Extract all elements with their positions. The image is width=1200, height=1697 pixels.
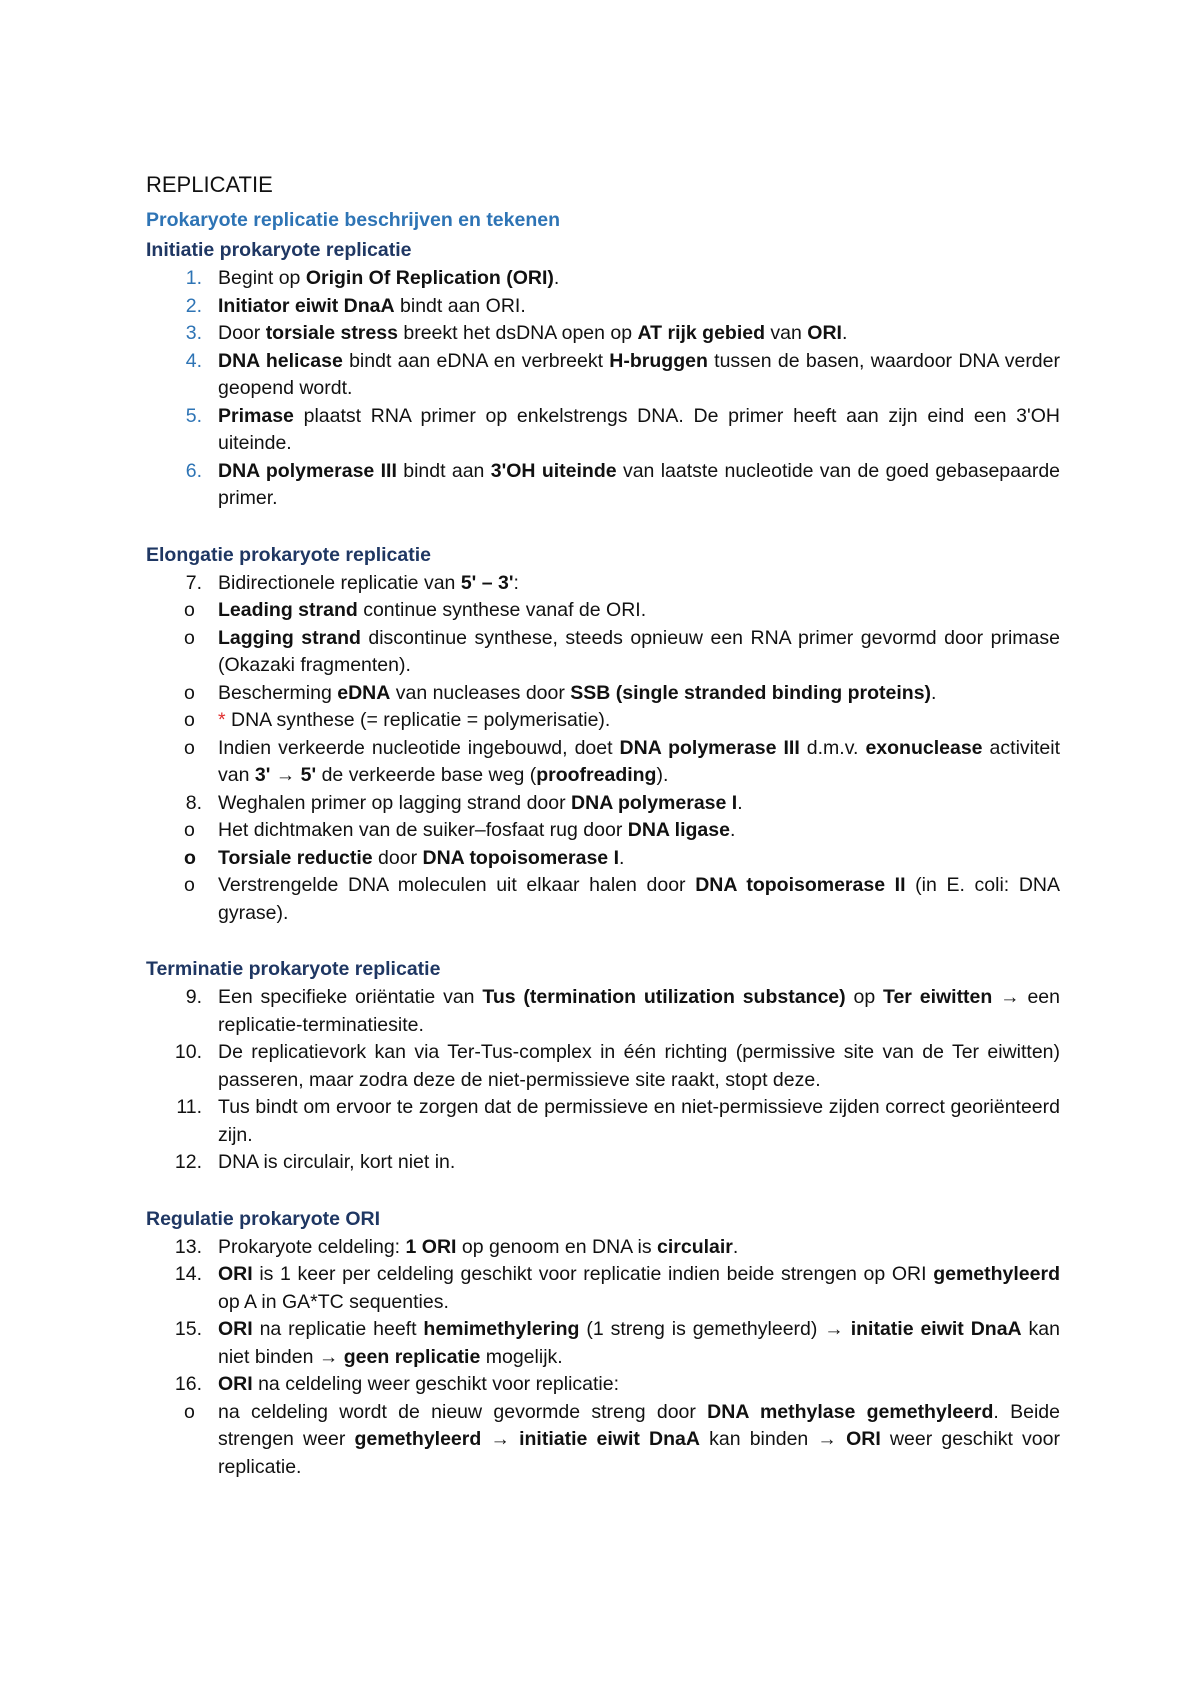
bold-term: DNA methylase gemethyleerd [707, 1400, 994, 1423]
bullet-icon: o [184, 846, 196, 869]
text-run: Begint op [218, 267, 306, 289]
text-run: Bidirectionele replicatie van [218, 571, 461, 594]
spacer [146, 1177, 1060, 1204]
spacer [146, 927, 1060, 954]
text-run: . [732, 1235, 739, 1258]
text-run: ). [656, 764, 669, 786]
list-item-text [218, 1373, 619, 1395]
sub-list-item [146, 707, 1060, 735]
terminatie-list [146, 984, 1060, 1177]
bold-term: H-bruggen [609, 349, 708, 372]
text-run: door [372, 846, 423, 869]
text-run: op A in GA*TC sequenties. [218, 1290, 449, 1313]
bold-term: ORI [218, 1373, 253, 1395]
text-run: d.m.v. [799, 736, 866, 759]
text-run: Bescherming [218, 681, 338, 704]
bold-term: Torsiale reductie [218, 846, 373, 869]
list-item-text [218, 460, 1060, 510]
list-item-text [218, 267, 559, 289]
bullet-icon: o [184, 626, 195, 649]
list-item [146, 1261, 1060, 1316]
text-run: Door [218, 322, 266, 344]
text-run: bindt aan [396, 459, 491, 482]
text-run: discontinue synthese, steeds opnieuw een RNA primer gevormd door primase (Okazaki fragmenten). [218, 626, 1060, 676]
bold-term: Primase [218, 404, 294, 427]
bold-term: Origin Of Replication (ORI) [305, 267, 554, 289]
text-run: De replicatievork kan via Ter-Tus-complex in één richting (permissive site van de Ter eiwitten) passeren, maar zodra deze de niet-permissieve site raakt, stopt deze. [218, 1041, 1060, 1091]
text-run: bindt aan ORI. [394, 294, 526, 317]
list-item-text [218, 1151, 455, 1173]
bold-term: Leading strand [218, 599, 358, 621]
list-item-text [218, 792, 743, 814]
text-run: de verkeerde base weg ( [316, 764, 537, 786]
text-run: : [513, 571, 519, 594]
text-run: (1 streng is gemethyleerd) → [579, 1318, 851, 1340]
sub-list-item [146, 680, 1060, 708]
bold-term: proofreading [536, 764, 657, 786]
list-number: 4. [185, 349, 202, 372]
document-subtitle: Prokaryote replicatie beschrijven en tekenen [146, 209, 561, 231]
sub-list-item [146, 597, 1060, 625]
text-run: . [737, 791, 743, 814]
list-item [146, 1371, 1060, 1399]
sub-list-item [146, 735, 1060, 790]
bold-term: Lagging strand [218, 626, 361, 649]
bold-term: Tus (termination utilization substance) [482, 986, 846, 1008]
bold-term: gemethyleerd [933, 1263, 1060, 1285]
bold-term: DNA polymerase I [571, 791, 738, 814]
spacer [146, 513, 1060, 540]
bold-term: DNA helicase [218, 349, 343, 372]
sub-list-item [146, 625, 1060, 680]
section-heading-initiatie: Initiatie prokaryote replicatie [146, 239, 412, 261]
list-item-text [218, 1041, 1060, 1091]
sub-list-item [146, 872, 1060, 927]
text-run: Indien verkeerde nucleotide ingebouwd, doet [218, 736, 620, 759]
sub-list [146, 817, 1060, 927]
sub-list-item [146, 1399, 1060, 1482]
list-item [146, 265, 1060, 293]
text-run: plaatst RNA primer op enkelstrengs DNA. De primer heeft aan zijn eind een 3'OH uiteinde. [218, 404, 1060, 454]
text-run: Tus bindt om ervoor te zorgen dat de permissieve en niet-permissieve zijden correct georiënteerd zijn. [218, 1096, 1060, 1146]
text-run: van laatste nucleotide van de goed gebasepaarde primer. [218, 459, 1061, 509]
sub-list-item-text [218, 682, 936, 704]
sub-list-item-text [218, 709, 610, 731]
list-item-text [218, 322, 847, 344]
bold-term: Initiator eiwit DnaA [218, 294, 395, 317]
list-item [146, 1234, 1060, 1262]
text-run: DNA is circulair, kort niet in. [218, 1151, 456, 1173]
text-run: continue synthese vanaf de ORI. [357, 599, 647, 621]
list-number: 11. [176, 1096, 202, 1118]
text-run: op [845, 986, 883, 1008]
list-item-text [218, 986, 1060, 1036]
bold-term: DNA ligase [627, 819, 730, 841]
text-run: * [218, 709, 226, 731]
sub-list-item-text [218, 1401, 1060, 1478]
list-number: 13. [174, 1235, 202, 1258]
bold-term: ORI [846, 1428, 881, 1450]
bold-term: Ter eiwitten [883, 986, 993, 1008]
list-item-text [218, 1318, 1060, 1368]
list-item [146, 984, 1060, 1039]
text-run: . [729, 819, 736, 841]
list-number: 8. [185, 791, 202, 814]
bold-term: ORI [218, 1318, 253, 1340]
list-number: 2. [185, 294, 202, 317]
list-item [146, 1149, 1060, 1177]
bullet-icon: o [184, 681, 195, 704]
bold-term: geen replicatie [343, 1345, 481, 1368]
list-item-text [218, 405, 1060, 455]
bold-term: hemimethylering [423, 1318, 580, 1340]
text-run: Weghalen primer op lagging strand door [218, 791, 572, 814]
bold-term: eDNA [337, 681, 391, 704]
text-run: na celdeling wordt de nieuw gevormde streng door [218, 1400, 708, 1423]
list-item [146, 790, 1060, 818]
text-run: . Beide strengen weer [218, 1400, 1060, 1450]
document-title: REPLICATIE [146, 172, 273, 197]
list-item-text [218, 295, 526, 317]
sub-list-item-text [218, 819, 735, 841]
document-page [146, 170, 1060, 1481]
bullet-icon: o [184, 874, 195, 896]
list-number: 1. [185, 267, 202, 289]
text-run: . [841, 322, 848, 344]
initiatie-list [146, 265, 1060, 513]
bold-term: 5' – 3' [460, 571, 514, 594]
regulatie-list [146, 1234, 1060, 1482]
list-number: 6. [185, 459, 202, 482]
list-item-text [218, 1263, 1060, 1313]
list-item [146, 1094, 1060, 1149]
text-run: tussen de basen, waardoor DNA verder geopend wordt. [218, 349, 1060, 399]
bold-term: ORI [807, 322, 842, 344]
list-number: 16. [174, 1373, 202, 1395]
list-item [146, 1316, 1060, 1371]
text-run: bindt aan eDNA en verbreekt [342, 349, 610, 372]
text-run: weer geschikt voor replicatie. [218, 1428, 1060, 1478]
text-run: Prokaryote celdeling: [218, 1235, 406, 1258]
list-item-text [218, 350, 1060, 400]
list-number: 3. [185, 322, 202, 344]
bold-term: torsiale stress [265, 322, 398, 344]
bold-term: exonuclease [865, 736, 983, 759]
list-item-text [218, 1236, 738, 1258]
bold-term: AT rijk gebied [637, 322, 766, 344]
list-number: 7. [185, 571, 202, 594]
elongatie-list [146, 570, 1060, 928]
section-heading-regulatie: Regulatie prokaryote ORI [146, 1207, 381, 1230]
bold-term: circulair [657, 1235, 733, 1258]
bullet-icon: o [184, 736, 195, 759]
bold-term: DNA topoisomerase II [695, 874, 906, 896]
bold-term: SSB (single stranded binding proteins) [570, 681, 932, 704]
text-run: na celdeling weer geschikt voor replicatie: [252, 1373, 620, 1395]
text-run: kan niet binden → [218, 1318, 1060, 1368]
bullet-icon: o [184, 709, 195, 731]
bold-term: 1 ORI [405, 1235, 457, 1258]
sub-list [146, 597, 1060, 790]
sub-list-item-text [218, 874, 1060, 924]
bold-term: 3' → 5' [254, 764, 317, 786]
list-number: 15. [174, 1318, 202, 1340]
sub-list-item [146, 817, 1060, 845]
list-item [146, 403, 1060, 458]
bold-term: ORI [218, 1263, 253, 1285]
list-item-text [218, 572, 519, 594]
text-run: is 1 keer per celdeling geschikt voor replicatie indien beide strengen op ORI [252, 1263, 934, 1285]
sub-list-item-text [218, 737, 1060, 787]
text-run: . [931, 681, 937, 704]
text-run: Een specifieke oriëntatie van [218, 986, 483, 1008]
list-item [146, 348, 1060, 403]
sub-list [146, 1399, 1060, 1482]
bold-term: 3'OH uiteinde [490, 459, 617, 482]
sub-list-item-text [218, 627, 1060, 677]
text-run: na replicatie heeft [252, 1318, 424, 1340]
text-run: breekt het dsDNA open op [397, 322, 638, 344]
list-number: 9. [185, 986, 202, 1008]
bold-term: DNA polymerase III [218, 459, 397, 482]
list-item-text [218, 1096, 1060, 1146]
text-run: Het dichtmaken van de suiker–fosfaat rug door [218, 819, 628, 841]
bold-term: initatie eiwit DnaA [850, 1318, 1022, 1340]
sub-list-item-text [218, 599, 646, 621]
bold-term: DNA polymerase III [619, 736, 800, 759]
list-number: 14. [174, 1263, 202, 1285]
text-run: op genoom en DNA is [456, 1235, 658, 1258]
list-item [146, 320, 1060, 348]
list-number: 5. [185, 404, 202, 427]
text-run: → een replicatie-terminatiesite. [218, 986, 1060, 1036]
text-run: van [765, 322, 808, 344]
list-item [146, 570, 1060, 598]
text-run: mogelijk. [480, 1345, 563, 1368]
text-run: Verstrengelde DNA moleculen uit elkaar halen door [218, 874, 696, 896]
bullet-icon: o [184, 1400, 195, 1423]
sub-list-item [146, 845, 1060, 873]
text-run: kan binden → [699, 1428, 847, 1450]
text-run: . [553, 267, 560, 289]
bullet-icon: o [184, 819, 195, 841]
text-run: (in E. coli: DNA gyrase). [218, 874, 1061, 924]
bold-term: DNA topoisomerase I [422, 846, 619, 869]
text-run: van nucleases door [390, 681, 571, 704]
list-item [146, 293, 1060, 321]
list-number: 10. [174, 1041, 202, 1063]
list-number: 12. [174, 1151, 202, 1173]
section-heading-terminatie: Terminatie prokaryote replicatie [146, 958, 441, 980]
text-run: activiteit van [218, 736, 1060, 786]
section-heading-elongatie: Elongatie prokaryote replicatie [146, 543, 432, 566]
list-item [146, 458, 1060, 513]
bullet-icon: o [184, 599, 195, 621]
list-item [146, 1039, 1060, 1094]
sub-list-item-text [218, 847, 624, 869]
bold-term: gemethyleerd → initiatie eiwit DnaA [354, 1428, 700, 1450]
text-run: DNA synthese (= replicatie = polymerisatie). [225, 709, 611, 731]
text-run: . [619, 846, 625, 869]
